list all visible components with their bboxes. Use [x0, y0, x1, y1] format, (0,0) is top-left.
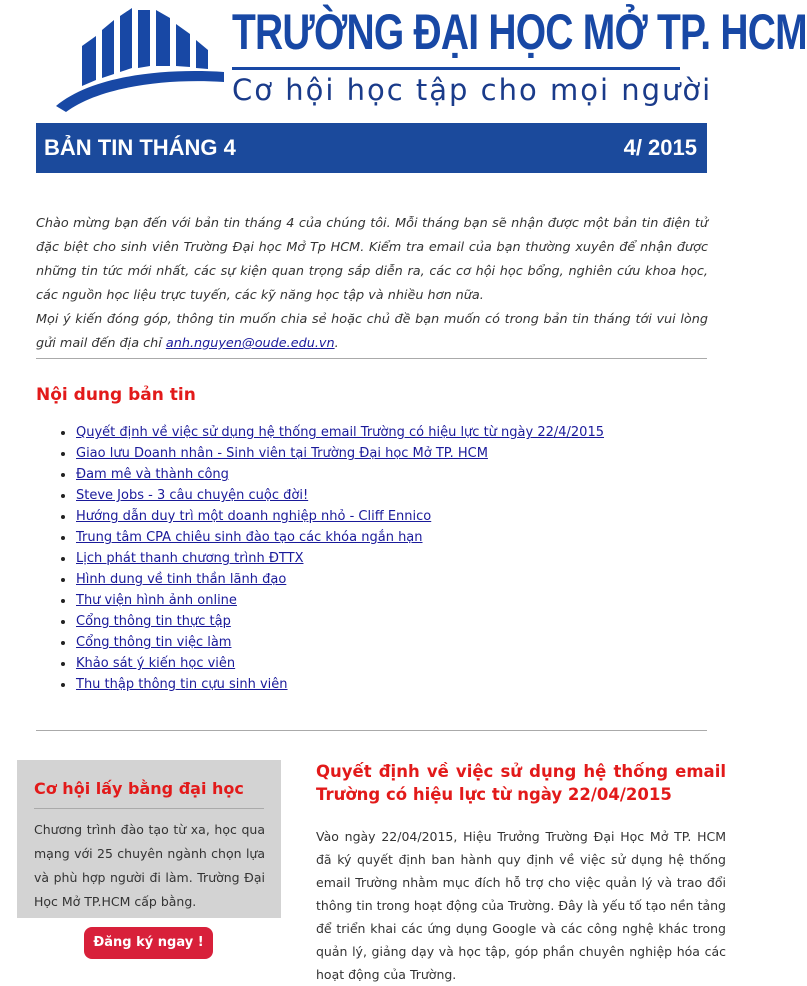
list-item: [76, 507, 604, 528]
list-item: [76, 528, 604, 549]
article-body: Vào ngày 22/04/2015, Hiệu Trưởng Trường Đại Học Mở TP. HCM đã ký quyết định ban hành quy định về việc sử dụng hệ thống email Trường nhằm mục đích hỗ trợ cho việc quản lý và trao đổi thông tin trong hoạt động của Trường. Đây là yếu tố tạo nền tảng để triển khai các ứng dụng Google và các công nghệ khác trong quản lý, giảng dạy và học tập, góp phần chuyên nghiệp hóa các hoạt động của Trường.: [316, 829, 726, 982]
toc-link[interactable]: Khảo sát ý kiến học viên: [76, 656, 236, 671]
toc-link[interactable]: Quyết định về việc sử dụng hệ thống email Trường có hiệu lực từ ngày 22/4/2015: [76, 425, 604, 440]
toc-link[interactable]: Hình dung về tinh thần lãnh đạo: [76, 572, 287, 587]
university-logo-icon: [52, 6, 228, 114]
promo-divider: [34, 808, 264, 809]
promo-title: Cơ hội lấy bằng đại học: [34, 779, 244, 798]
intro-paragraph: [36, 212, 708, 356]
list-item: [76, 549, 604, 570]
toc-link[interactable]: Thu thập thông tin cựu sinh viên: [76, 677, 288, 692]
list-item: [76, 486, 604, 507]
toc-link[interactable]: Thư viện hình ảnh online: [76, 593, 237, 608]
intro-period: .: [334, 336, 339, 351]
list-item: [76, 633, 604, 654]
list-item: [76, 654, 604, 675]
list-item: [76, 444, 604, 465]
list-item: [76, 423, 604, 444]
banner-title: BẢN TIN THÁNG 4: [44, 135, 236, 160]
toc-link[interactable]: Giao lưu Doanh nhân - Sinh viên tại Trường Đại học Mở TP. HCM: [76, 446, 488, 461]
toc-link[interactable]: Steve Jobs - 3 câu chuyện cuộc đời!: [76, 488, 309, 503]
university-name: TRƯỜNG ĐẠI HỌC MỞ TP. HCM: [232, 4, 807, 60]
header-divider: [232, 67, 680, 70]
feedback-text: Mọi ý kiến đóng góp, thông tin muốn chia sẻ hoặc chủ đề bạn muốn có trong bản tin tháng tới vui lòng gửi mail đến địa chỉ: [36, 312, 708, 351]
toc-link[interactable]: Hướng dẫn duy trì một doanh nghiệp nhỏ - Cliff Ennico: [76, 509, 432, 524]
list-item: [76, 591, 604, 612]
banner-date: 4/ 2015: [623, 135, 697, 160]
contents-heading: Nội dung bản tin: [36, 385, 196, 405]
promo-text: Chương trình đào tạo từ xa, học qua mạng với 25 chuyên ngành chọn lựa và phù hợp người đi làm. Trường Đại Học Mở TP.HCM cấp bằng.: [34, 822, 265, 909]
register-button[interactable]: Đăng ký ngay !: [84, 927, 213, 959]
list-item: [76, 465, 604, 486]
list-item: [76, 570, 604, 591]
contents-list: [76, 423, 604, 696]
list-item: [76, 612, 604, 633]
contact-email-link[interactable]: anh.nguyen@oude.edu.vn: [165, 336, 335, 351]
header: [0, 0, 807, 122]
intro-text: Chào mừng bạn đến với bản tin tháng 4 của chúng tôi. Mỗi tháng bạn sẽ nhận được một bản tin điện tử đặc biệt cho sinh viên Trường Đại học Mở Tp HCM. Kiểm tra email của bạn thường xuyên để nhận được những tin tức mới nhất, các sự kiện quan trọng sắp diễn ra, các cơ hội học bổng, nghiên cứu khoa học, các nguồn học liệu trực tuyến, các kỹ năng học tập và nhiều hơn nữa.: [36, 216, 708, 303]
university-tagline: Cơ hội học tập cho mọi người: [232, 73, 713, 107]
article-title[interactable]: Quyết định về việc sử dụng hệ thống email Trường có hiệu lực từ ngày 22/04/2015: [316, 762, 726, 804]
toc-link[interactable]: Cổng thông tin thực tập: [76, 614, 231, 629]
toc-link[interactable]: Đam mê và thành công: [76, 467, 229, 482]
divider: [36, 358, 707, 359]
toc-link[interactable]: Cổng thông tin việc làm: [76, 635, 232, 650]
newsletter-banner: [36, 123, 707, 173]
toc-link[interactable]: Lịch phát thanh chương trình ĐTTX: [76, 551, 304, 566]
degree-promo-box: [17, 760, 281, 918]
toc-link[interactable]: Trung tâm CPA chiêu sinh đào tạo các khóa ngắn hạn: [76, 530, 423, 545]
list-item: [76, 675, 604, 696]
divider: [36, 730, 707, 731]
